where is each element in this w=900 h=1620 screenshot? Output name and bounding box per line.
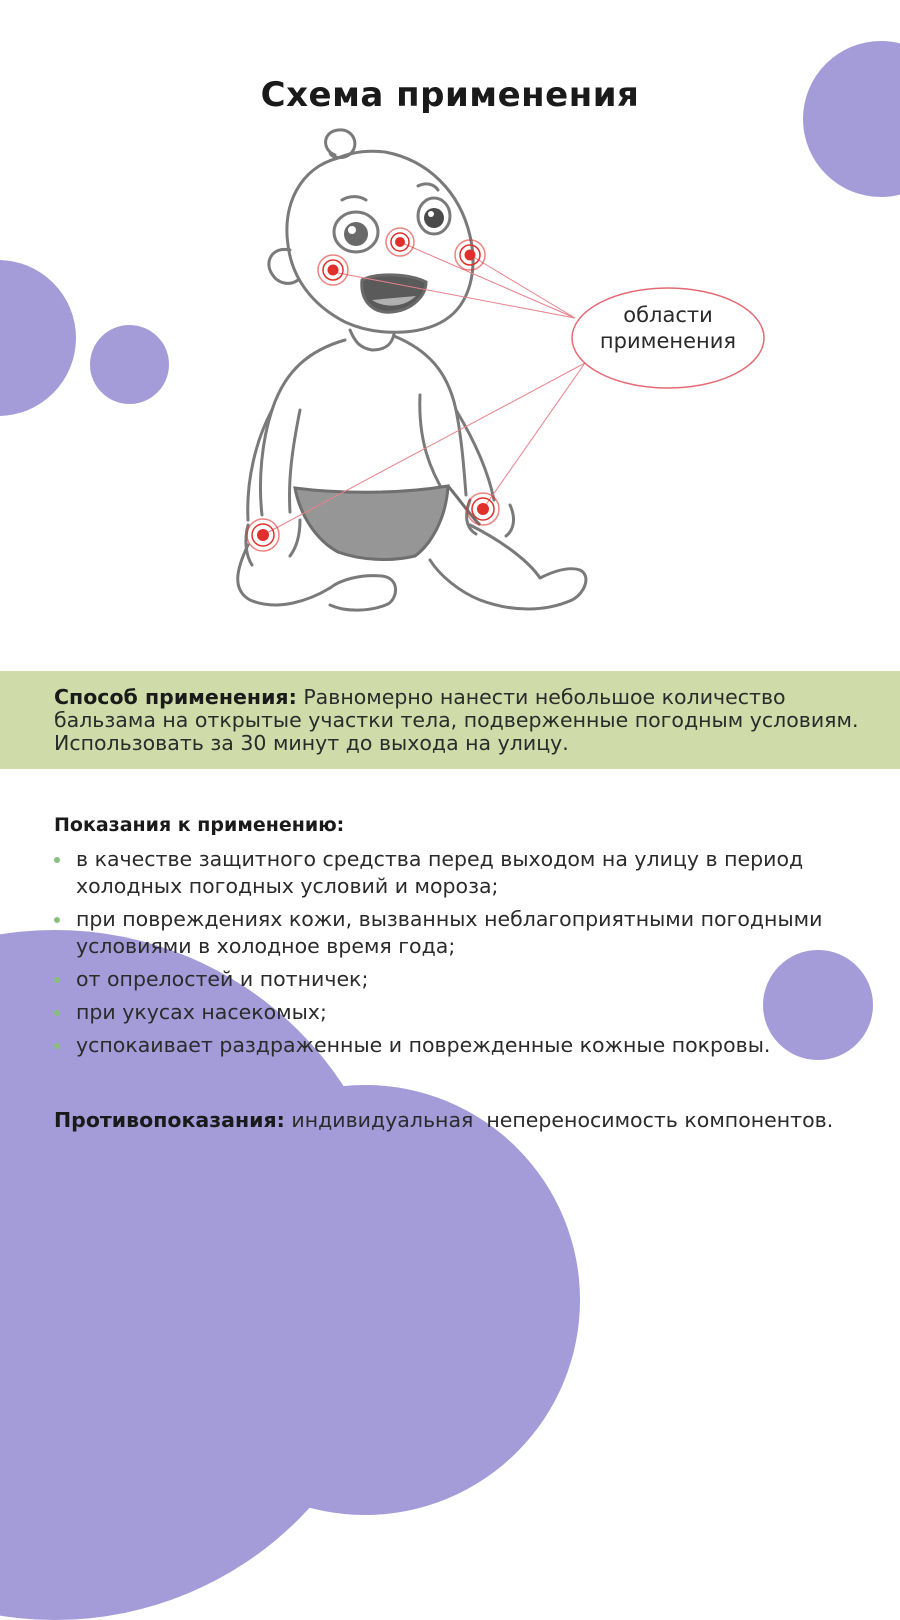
mouth: [362, 275, 426, 312]
method-paragraph: [54, 686, 874, 755]
right-eye: [418, 198, 450, 234]
callout-line-1: области: [623, 303, 713, 327]
right-leg: [430, 525, 586, 609]
contraindications-label: Противопоказания:: [54, 1108, 285, 1132]
left-leg: [238, 545, 330, 605]
list-item: от опрелостей и потничек;: [54, 966, 844, 993]
list-item: при повреждениях кожи, вызванных неблагоприятными погодными условиями в холодное время года;: [54, 906, 844, 960]
list-item: при укусах насекомых;: [54, 999, 844, 1026]
bullet-icon: [54, 857, 60, 863]
decor-circle: [90, 325, 169, 404]
contraindications-text: индивидуальная непереносимость компонентов.: [284, 1108, 834, 1132]
diaper: [295, 486, 448, 559]
application-marker-nose: [386, 228, 414, 256]
bullet-icon: [54, 977, 60, 983]
indications-list: [54, 846, 844, 1065]
decor-circle: [150, 1085, 580, 1515]
method-text: Равномерно нанести небольшое количество бальзама на открытые участки тела, подверженные погодным условиям. Использовать за 30 минут до выхода на улицу.: [54, 685, 859, 755]
application-marker-left-hand: [247, 519, 279, 551]
bullet-icon: [54, 1010, 60, 1016]
decor-circle: [803, 41, 900, 197]
application-marker-left-cheek: [318, 255, 348, 285]
method-band: [0, 671, 900, 769]
left-eye: [334, 212, 378, 252]
page-title: Схема применения: [260, 74, 640, 115]
contraindications: [54, 1108, 833, 1132]
application-marker-right-cheek: [455, 240, 485, 270]
list-item: успокаивает раздраженные и поврежденные кожные покровы.: [54, 1032, 844, 1059]
bullet-icon: [54, 1043, 60, 1049]
indications-title: Показания к применению:: [54, 814, 345, 836]
decor-circle: [0, 260, 76, 416]
callout-line-2: применения: [599, 329, 737, 353]
list-item: в качестве защитного средства перед выходом на улицу в период холодных погодных условий и мороза;: [54, 846, 844, 900]
method-label: Способ применения:: [54, 685, 297, 709]
baby-illustration: [200, 120, 800, 630]
application-marker-right-hand: [467, 493, 499, 525]
bullet-icon: [54, 917, 60, 923]
callout-text: [572, 302, 764, 354]
